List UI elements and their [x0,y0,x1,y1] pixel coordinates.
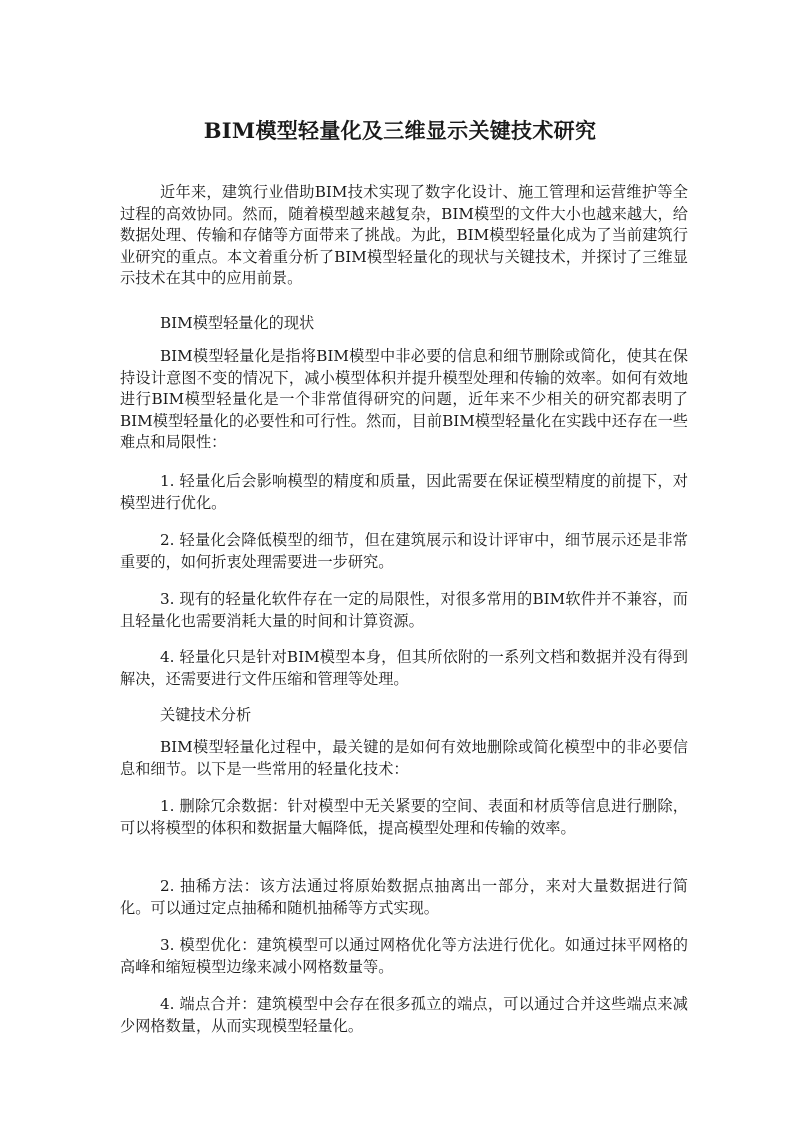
list-item: 2. 轻量化会降低模型的细节，但在建筑展示和设计评审中，细节展示还是非常重要的，如何折衷处理需要进一步研究。 [120,531,688,571]
intro-paragraph: 近年来，建筑行业借助BIM技术实现了数字化设计、施工管理和运营维护等全过程的高效协同。然而，随着模型越来越复杂，BIM模型的文件大小也越来越大，给数据处理、传输和存储等方面带来了挑战。为此，BIM模型轻量化成为了当前建筑行业研究的重点。本文着重分析了BIM模型轻量化的现状与关键技术，并探讨了三维显示技术在其中的应用前景。 [120,183,688,288]
list-item: 4. 端点合并：建筑模型中会存在很多孤立的端点，可以通过合并这些端点来减少网格数量，从而实现模型轻量化。 [120,995,688,1035]
list-item: 4. 轻量化只是针对BIM模型本身，但其所依附的一系列文档和数据并没有得到解决，还需要进行文件压缩和管理等处理。 [120,648,688,688]
list-item: 1. 轻量化后会影响模型的精度和质量，因此需要在保证模型精度的前提下，对模型进行优化。 [120,472,688,512]
list-item: 1. 删除冗余数据：针对模型中无关紧要的空间、表面和材质等信息进行删除，可以将模型的体积和数据量大幅降低，提高模型处理和传输的效率。 [120,797,688,837]
section-paragraph-techniques: BIM模型轻量化过程中，最关键的是如何有效地删除或简化模型中的非必要信息和细节。以下是一些常用的轻量化技术： [120,738,688,778]
document-title: BIM模型轻量化及三维显示关键技术研究 [203,118,597,143]
section-heading-techniques: 关键技术分析 [160,706,252,724]
section-paragraph-status: BIM模型轻量化是指将BIM模型中非必要的信息和细节删除或简化，使其在保持设计意图不变的情况下，减小模型体积并提升模型处理和传输的效率。如何有效地进行BIM模型轻量化是一个非常值得研究的问题，近年来不少相关的研究都表明了BIM模型轻量化的必要性和可行性。然而，目前BIM模型轻量化在实践中还存在一些难点和局限性： [120,347,688,452]
list-item: 3. 模型优化：建筑模型可以通过网格优化等方法进行优化。如通过抹平网格的高峰和缩短模型边缘来减小网格数量等。 [120,936,688,976]
list-item: 3. 现有的轻量化软件存在一定的局限性，对很多常用的BIM软件并不兼容，而且轻量化也需要消耗大量的时间和计算资源。 [120,590,688,630]
list-item: 2. 抽稀方法：该方法通过将原始数据点抽离出一部分，来对大量数据进行简化。可以通过定点抽稀和随机抽稀等方式实现。 [120,877,688,917]
section-heading-status: BIM模型轻量化的现状 [160,314,315,332]
